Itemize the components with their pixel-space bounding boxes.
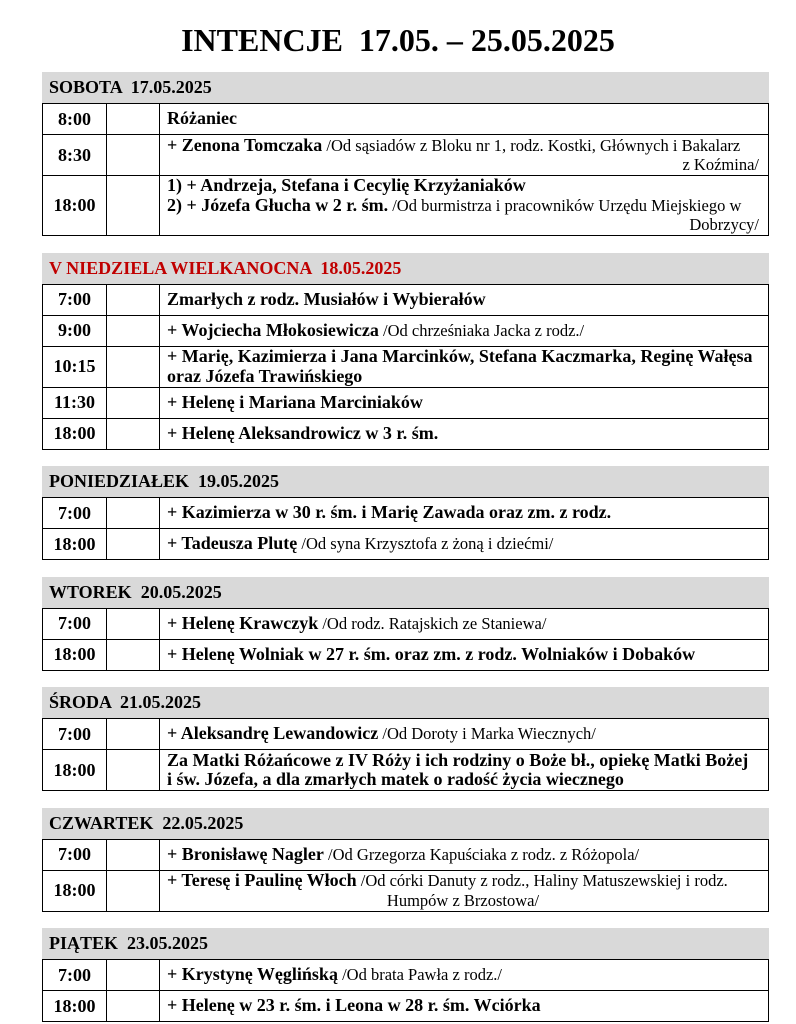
intention-note: /Od syna Krzysztofa z żoną i dziećmi/ (297, 534, 554, 554)
intention-cell (160, 609, 768, 639)
mass-time: 18:00 (43, 750, 107, 790)
day-header: WTOREK 20.05.2025 (42, 577, 769, 608)
intention-note: /Od Doroty i Marka Wiecznych/ (378, 724, 596, 744)
intention-row (43, 871, 768, 912)
empty-cell (107, 285, 160, 315)
intention-row (43, 719, 768, 750)
mass-time: 7:00 (43, 960, 107, 990)
mass-time: 8:30 (43, 135, 107, 175)
intention-line (167, 290, 759, 310)
empty-cell (107, 960, 160, 990)
empty-cell (107, 104, 160, 134)
mass-time: 7:00 (43, 609, 107, 639)
mass-time: 7:00 (43, 498, 107, 528)
empty-cell (107, 176, 160, 235)
empty-cell (107, 750, 160, 790)
mass-time: 10:15 (43, 347, 107, 387)
intention-name: Zmarłych z rodz. Musiałów i Wybierałów (167, 288, 486, 309)
intentions-schedule (42, 72, 769, 1022)
intention-row (43, 960, 768, 991)
intention-name: + Helenę Aleksandrowicz w 3 r. śm. (167, 422, 439, 443)
intention-line (167, 424, 759, 444)
intention-line (167, 751, 759, 771)
mass-time: 7:00 (43, 285, 107, 315)
intention-line (167, 136, 759, 156)
empty-cell (107, 991, 160, 1021)
intention-cell (160, 347, 768, 387)
intention-name: + Tadeusza Plutę (167, 533, 298, 554)
intention-line (167, 347, 759, 367)
intention-name: + Helenę Krawczyk (167, 612, 319, 633)
intention-note: /Od sąsiadów z Bloku nr 1, rodz. Kostki, Głównych i Bakalarz (322, 135, 741, 155)
intention-cell (160, 960, 768, 990)
intention-note: z Koźmina/ (682, 155, 759, 174)
mass-time: 7:00 (43, 840, 107, 870)
day-table (42, 839, 769, 912)
day-table (42, 608, 769, 671)
intention-row (43, 388, 768, 419)
intention-line (167, 645, 759, 665)
intention-name: + Wojciecha Młokosiewicza (167, 319, 379, 340)
empty-cell (107, 316, 160, 346)
intention-name: 1) + Andrzeja, Stefana i Cecylię Krzyżaniaków (167, 175, 526, 196)
day-table (42, 497, 769, 560)
intention-line (167, 845, 759, 865)
intention-cell (160, 316, 768, 346)
intention-line (167, 871, 759, 891)
intention-line (167, 891, 759, 911)
mass-time: 7:00 (43, 719, 107, 749)
empty-cell (107, 135, 160, 175)
intention-row (43, 285, 768, 316)
intention-line (167, 770, 759, 790)
day-table (42, 284, 769, 450)
page-title: INTENCJE 17.05. – 25.05.2025 (181, 22, 615, 58)
day-section (42, 72, 769, 236)
empty-cell (107, 840, 160, 870)
empty-cell (107, 347, 160, 387)
day-header: PONIEDZIAŁEK 19.05.2025 (42, 466, 769, 497)
intention-cell (160, 388, 768, 418)
intention-line (167, 614, 759, 634)
intention-name: + Teresę i Paulinę Włoch (167, 870, 357, 890)
intention-line (167, 109, 759, 129)
intention-note: /Od burmistrza i pracowników Urzędu Miejskiego w (388, 195, 742, 215)
intention-line (167, 393, 759, 413)
day-section (42, 466, 769, 560)
intention-note: /Od chrześniaka Jacka z rodz./ (378, 320, 585, 340)
day-section (42, 253, 769, 450)
intention-line (167, 155, 759, 175)
intention-cell (160, 419, 768, 449)
empty-cell (107, 640, 160, 670)
intention-cell (160, 840, 768, 870)
intention-name: Różaniec (167, 108, 237, 129)
empty-cell (107, 498, 160, 528)
intention-note: /Od brata Pawła z rodz./ (337, 965, 502, 985)
empty-cell (107, 529, 160, 559)
day-section (42, 808, 769, 912)
empty-cell (107, 419, 160, 449)
intention-line (167, 724, 759, 744)
intention-row (43, 419, 768, 450)
empty-cell (107, 609, 160, 639)
intention-row (43, 750, 768, 791)
intention-name: + Bronisławę Nagler (167, 843, 324, 864)
mass-time: 18:00 (43, 419, 107, 449)
intention-cell (160, 640, 768, 670)
intention-line (167, 176, 759, 196)
mass-time: 8:00 (43, 104, 107, 134)
intention-name: i św. Józefa, a dla zmarłych matek o radość życia wiecznego (167, 769, 624, 789)
intention-name: + Helenę i Mariana Marciniaków (167, 391, 423, 412)
intention-cell (160, 719, 768, 749)
mass-time: 9:00 (43, 316, 107, 346)
day-section (42, 928, 769, 1022)
empty-cell (107, 388, 160, 418)
day-header: SOBOTA 17.05.2025 (42, 72, 769, 103)
intention-cell (160, 104, 768, 134)
day-table (42, 959, 769, 1022)
intention-row (43, 529, 768, 560)
intention-row (43, 991, 768, 1022)
intention-line (167, 996, 759, 1016)
mass-time: 18:00 (43, 640, 107, 670)
mass-time: 18:00 (43, 529, 107, 559)
intention-note: /Od córki Danuty z rodz., Haliny Matuszewskiej i rodz. (356, 871, 728, 890)
intention-row (43, 135, 768, 176)
intention-row (43, 840, 768, 871)
intention-note: Humpów z Brzostowa/ (386, 890, 540, 910)
intention-cell (160, 285, 768, 315)
mass-time: 18:00 (43, 991, 107, 1021)
intention-name: + Krystynę Węglińską (167, 964, 338, 985)
mass-time: 18:00 (43, 176, 107, 235)
intention-row (43, 176, 768, 236)
intention-name: 2) + Józefa Głucha w 2 r. śm. (167, 194, 389, 215)
day-header: PIĄTEK 23.05.2025 (42, 928, 769, 959)
day-table (42, 103, 769, 236)
intention-name: Za Matki Różańcowe z IV Róży i ich rodziny o Boże bł., opiekę Matki Bożej (167, 749, 749, 770)
mass-time: 11:30 (43, 388, 107, 418)
intention-row (43, 104, 768, 135)
intention-line (167, 215, 759, 235)
intention-row (43, 316, 768, 347)
empty-cell (107, 871, 160, 911)
intention-note: /Od rodz. Ratajskich ze Staniewa/ (318, 613, 547, 633)
intention-name: + Helenę w 23 r. śm. i Leona w 28 r. śm. Wciórka (167, 995, 541, 1016)
mass-time: 18:00 (43, 871, 107, 911)
intention-cell (160, 529, 768, 559)
intention-cell (160, 750, 768, 790)
intention-name: + Helenę Wolniak w 27 r. śm. oraz zm. z rodz. Wolniaków i Dobaków (167, 643, 696, 664)
day-header: V NIEDZIELA WIELKANOCNA 18.05.2025 (42, 253, 769, 284)
intention-cell (160, 135, 768, 175)
day-header: CZWARTEK 22.05.2025 (42, 808, 769, 839)
intention-name: + Marię, Kazimierza i Jana Marcinków, Stefana Kaczmarka, Reginę Wałęsa (167, 346, 753, 366)
intention-line (167, 367, 759, 387)
intention-row (43, 498, 768, 529)
intention-name: + Zenona Tomczaka (167, 134, 323, 155)
intention-name: oraz Józefa Trawińskiego (167, 365, 363, 386)
intention-row (43, 640, 768, 671)
day-section (42, 687, 769, 791)
intention-line (167, 534, 759, 554)
intention-line (167, 321, 759, 341)
intention-cell (160, 991, 768, 1021)
intention-line (167, 196, 759, 216)
intention-name: + Aleksandrę Lewandowicz (167, 723, 379, 744)
day-section (42, 577, 769, 671)
empty-cell (107, 719, 160, 749)
intention-cell (160, 498, 768, 528)
intention-row (43, 347, 768, 388)
intention-line (167, 965, 759, 985)
intention-note: Dobrzycy/ (689, 215, 759, 235)
intention-cell (160, 871, 768, 911)
intention-note: /Od Grzegorza Kapuściaka z rodz. z Różopola/ (323, 844, 640, 864)
intention-name: + Kazimierza w 30 r. śm. i Marię Zawada oraz zm. z rodz. (167, 502, 612, 523)
intention-cell (160, 176, 768, 235)
day-table (42, 718, 769, 791)
intention-line (167, 503, 759, 523)
day-header: ŚRODA 21.05.2025 (42, 687, 769, 718)
intention-row (43, 609, 768, 640)
